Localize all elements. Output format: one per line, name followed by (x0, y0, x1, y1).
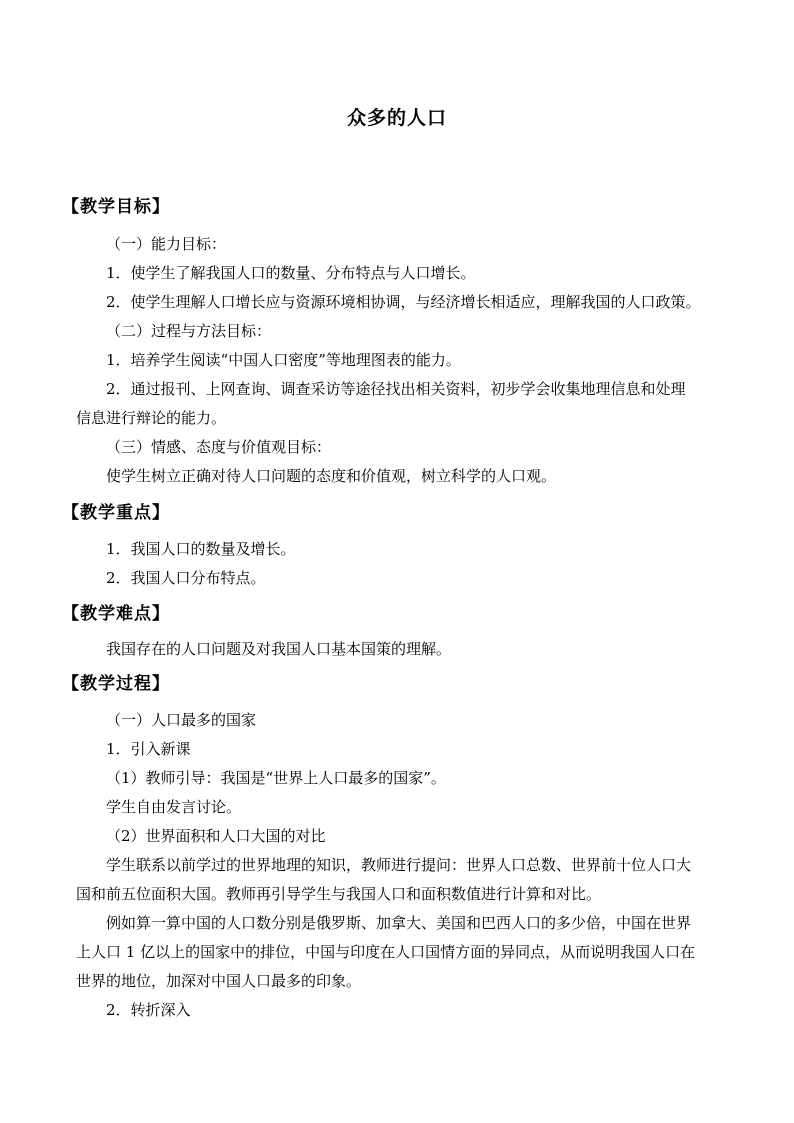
process-method-2b: 信息进行辩论的能力。 (76, 409, 227, 427)
key-point-1: 1．我国人口的数量及增长。 (106, 540, 296, 558)
document-title: 众多的人口 (346, 107, 447, 129)
process-part-1: （一）人口最多的国家 (106, 711, 257, 729)
difficulty-1: 我国存在的人口问题及对我国人口基本国策的理解。 (106, 640, 452, 658)
heading-difficulties: 【教学难点】 (62, 604, 170, 624)
key-point-2: 2．我国人口分布特点。 (106, 569, 266, 587)
emotion-objective-1: 使学生树立正确对待人口问题的态度和价值观，树立科学的人口观。 (106, 467, 557, 485)
process-paragraph-1b: 国和前五位面积大国。教师再引导学生与我国人口和面积数值进行计算和对比。 (76, 885, 602, 903)
process-method-2a: 2．通过报刊、上网查询、调查采访等途径找出相关资料，初步学会收集地理信息和处理 (106, 380, 686, 398)
heading-key-points: 【教学重点】 (62, 503, 170, 523)
process-paragraph-2c: 世界的地位，加深对中国人口最多的印象。 (76, 972, 362, 990)
process-step-1-1: （1）教师引导：我国是“世界上人口最多的国家”。 (106, 769, 446, 787)
process-method-1: 1．培养学生阅读“中国人口密度”等地理图表的能力。 (106, 351, 461, 369)
process-paragraph-2a: 例如算一算中国的人口数分别是俄罗斯、加拿大、美国和巴西人口的多少倍，中国在世界 (106, 914, 692, 932)
process-method-title: （二）过程与方法目标： (106, 322, 272, 340)
process-step-1: 1．引入新课 (106, 740, 191, 758)
heading-teaching-process: 【教学过程】 (62, 674, 170, 694)
process-step-1-2: （2）世界面积和人口大国的对比 (106, 827, 326, 845)
process-step-2: 2．转折深入 (106, 1001, 191, 1019)
ability-objective-title: （一）能力目标： (106, 235, 227, 253)
heading-teaching-objectives: 【教学目标】 (62, 197, 170, 217)
emotion-objective-title: （三）情感、态度与价值观目标： (106, 438, 332, 456)
process-paragraph-2b: 上人口 1 亿以上的国家中的排位，中国与印度在人口国情方面的异同点，从而说明我国人口在 (76, 943, 696, 961)
process-paragraph-1a: 学生联系以前学过的世界地理的知识，教师进行提问：世界人口总数、世界前十位人口大 (106, 856, 692, 874)
ability-objective-1: 1．使学生了解我国人口的数量、分布特点与人口增长。 (106, 264, 476, 282)
process-step-1-1b: 学生自由发言讨论。 (106, 798, 242, 816)
ability-objective-2: 2．使学生理解人口增长应与资源环境相协调，与经济增长相适应，理解我国的人口政策。 (106, 293, 701, 311)
